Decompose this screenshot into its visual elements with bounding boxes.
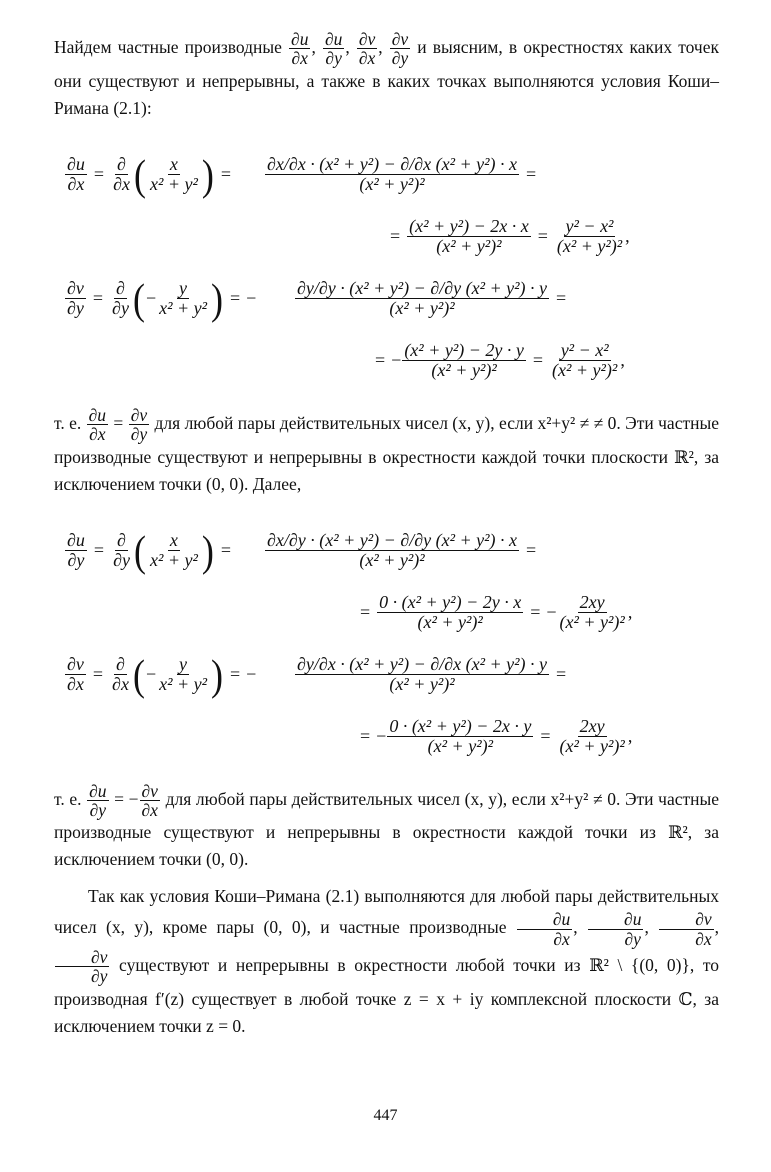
eq-du-dx-line-1: $\frac{\partial u}{\partial x}$ = $\frac{\partial}{\partial x}$ ( $\frac{x}{\text{x² + y²}}$ ) = $\frac{\text{∂x/∂x · (x² + y²) − ∂/∂x (x² + y²) · x}}{\text{(x² + y²)²}}$ = [67, 150, 537, 199]
paragraph-4-text-1: Так как условия Коши–Римана (2.1) выполняются для любой пары действительных чисел (x, y), кроме пары (0, 0), и частные производные [54, 886, 719, 938]
intro-paragraph: Найдем частные производные $\frac{\partial u}{\partial x}$ , $\frac{\partial u}{\partial y}$ , $\frac{\partial v}{\partial x}$ , $\frac{\partial v}{\partial y}$ и выясним, в окрестностях каких точек они существуют и непрерывны, а также в каких точках выполняются условия Коши–Римана (2.1): [54, 29, 720, 118]
eq-dv-dy-line-2: = − $\frac{\text{(x² + y²) − 2y · y}}{\text{(x² + y²)²}}$ = $\frac{\text{y² − x²}}{\text{(x² + y²)²}}$ , [375, 340, 625, 381]
intro-text-2: и выясним, в окрестностях каких точек они существуют и непрерывны, а также в каких точках выполняются условия Коши–Римана (2.1): [54, 36, 720, 118]
eq-du-dx-line-2: = $\frac{\text{(x² + y²) − 2x · x}}{\text{(x² + y²)²}}$ = $\frac{\text{y² − x²}}{\text{(x² + y²)²}}$ , [390, 216, 630, 257]
equation-block-2 [54, 520, 719, 768]
intro-text-1: Найдем частные производные [54, 36, 282, 57]
page-content [54, 30, 719, 1040]
frac-du-dx: $\frac{\partial u}{\partial x}$ [291, 29, 309, 69]
eq-du-dy-line-2: = $\frac{\text{0 · (x² + y²) − 2y · x}}{\text{(x² + y²)²}}$ = − $\frac{2xy}{\text{(x² + y²)²}}$ , [360, 592, 633, 632]
paragraph-4-text-2: существуют и непрерывны в окрестности любой точки из ℝ² \ {(0, 0)}, то производная f′(z) существует в любой точке z = x + iy комплексной плоскости ℂ, за исключением точки z = 0. [54, 954, 719, 1036]
fraction: $\frac{\text{∂x/∂x · (x² + y²) − ∂/∂x (x² + y²) · x}}{\text{(x² + y²)²}}$ [267, 154, 517, 195]
page-number: 447 [373, 1107, 398, 1124]
paragraph-2-text: для любой пары действительных чисел (x, y), если x²+y² ≠ ≠ 0. Эти частные производные существуют и непрерывны в окрестности каждой точки плоскости ℝ², за исключением точки (0, 0). Далее, [54, 412, 720, 494]
equation-block-1 [54, 144, 719, 392]
paragraph-3-text: для любой пары действительных чисел (x, y), если x²+y² ≠ 0. Эти частные производные существуют и непрерывны в окрестности каждой точки из ℝ², за исключением точки (0, 0). [54, 788, 720, 870]
paragraph-4: Так как условия Коши–Римана (2.1) выполняются для любой пары действительных чисел (x, y), кроме пары (0, 0), и частные производные $\frac{\partial u}{\partial x}$ , $\frac{\partial u}{\partial y}$ , $\frac{\partial v}{\partial x}$ , $\frac{\partial v}{\partial y}$ существуют и непрерывны в окрестности любой точки из ℝ² \ {(0, 0)}, то производная f′(z) существует в любой точке z = x + iy комплексной плоскости ℂ, за исключением точки z = 0. [54, 886, 719, 1036]
frac-du-dy: $\frac{\partial u}{\partial y}$ [324, 29, 343, 69]
paragraph-3: т. е. $\frac{\partial u}{\partial y}$ = − $\frac{\partial v}{\partial x}$ для любой пары действительных чисел (x, y), если x²+y² ≠ 0. Эти частные производные существуют и непрерывны в окрестности каждой точки из ℝ², за исключением точки (0, 0). [54, 780, 720, 870]
eq-dv-dx-line-1: $\frac{\partial v}{\partial x}$ = $\frac{\partial}{\partial x}$ ( − $\frac{y}{\text{x² + y²}}$ ) = − $\frac{\text{∂y/∂x · (x² + y²) − ∂/∂x (x² + y²) · y}}{\text{(x² + y²)²}}$ = [67, 650, 567, 699]
paragraph-2: т. е. $\frac{\partial u}{\partial x}$ = $\frac{\partial v}{\partial y}$ для любой пары действительных чисел (x, y), если x²+y² ≠ ≠ 0. Эти частные производные существуют и непрерывны в окрестности каждой точки плоскости ℝ², за исключением точки (0, 0). Далее, [54, 404, 720, 494]
eq-dv-dy-line-1: $\frac{\partial v}{\partial y}$ = $\frac{\partial}{\partial y}$ ( − $\frac{y}{\text{x² + y²}}$ ) = − $\frac{\text{∂y/∂y · (x² + y²) − ∂/∂y (x² + y²) · y}}{\text{(x² + y²)²}}$ = [67, 274, 567, 323]
frac-dv-dx: $\frac{\partial v}{\partial x}$ [358, 29, 376, 69]
frac-dv-dy: $\frac{\partial v}{\partial y}$ [391, 29, 409, 69]
eq-du-dy-line-1: $\frac{\partial u}{\partial y}$ = $\frac{\partial}{\partial y}$ ( $\frac{x}{\text{x² + y²}}$ ) = $\frac{\text{∂x/∂y · (x² + y²) − ∂/∂y (x² + y²) · x}}{\text{(x² + y²)²}}$ = [67, 526, 537, 575]
eq-dv-dx-line-2: = − $\frac{\text{0 · (x² + y²) − 2x · y}}{\text{(x² + y²)²}}$ = $\frac{2xy}{\text{(x² + y²)²}}$ , [360, 716, 633, 756]
